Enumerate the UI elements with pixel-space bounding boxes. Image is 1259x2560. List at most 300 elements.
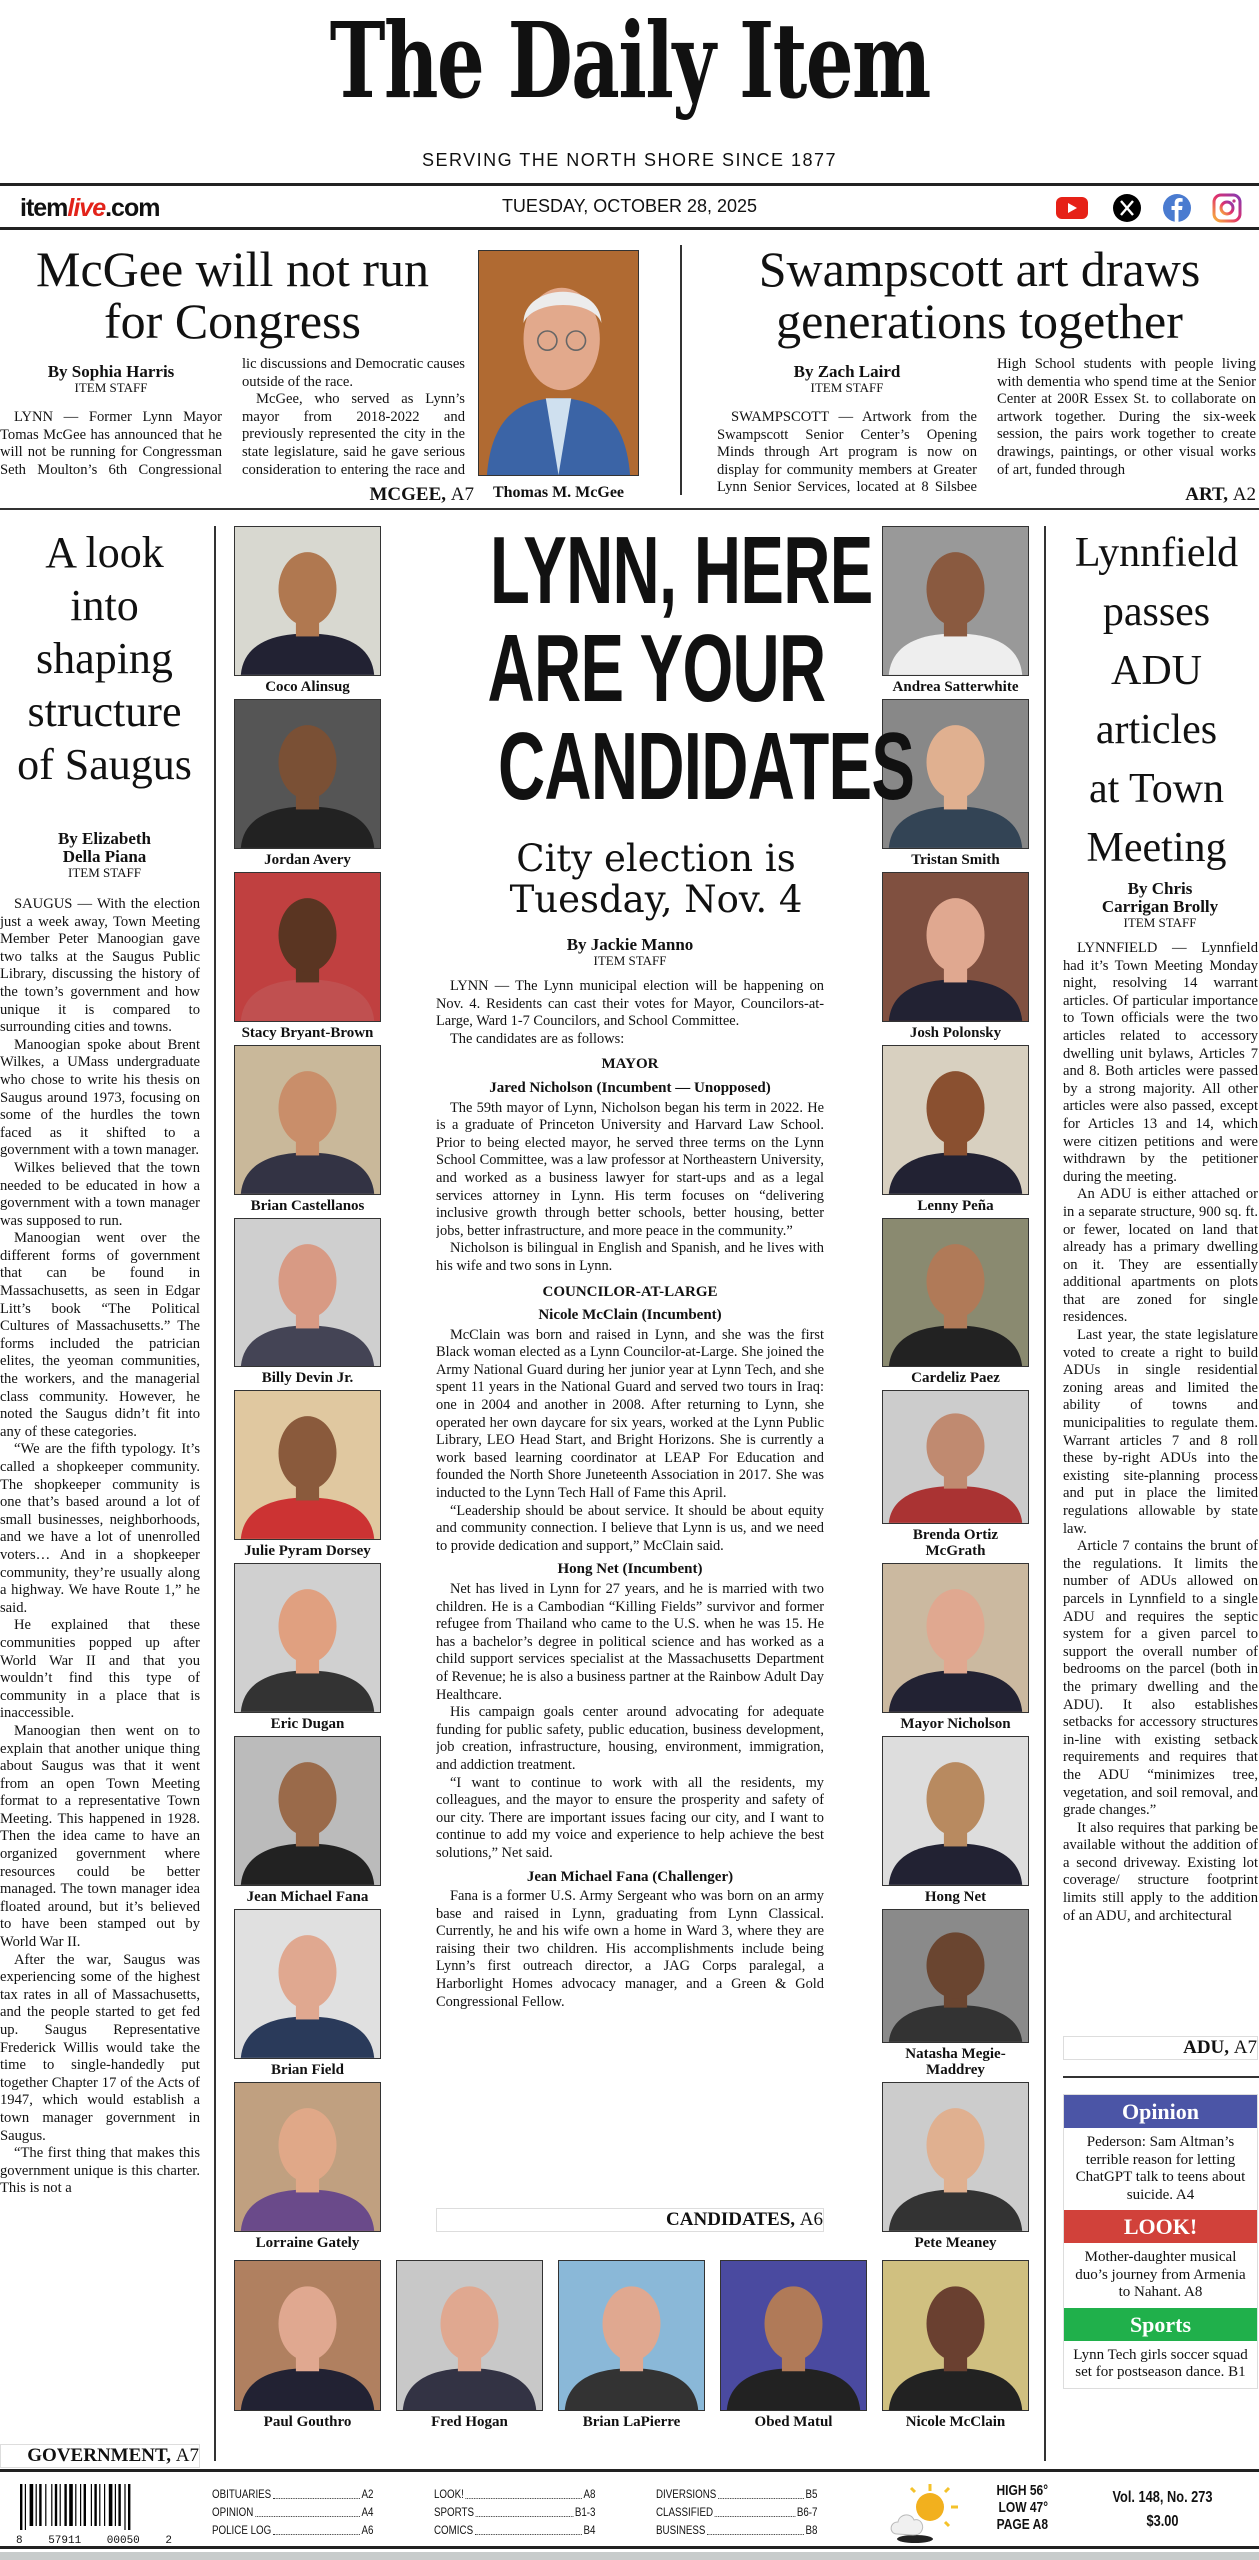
candidate-photos-left: [234, 526, 381, 2251]
byline-staff: ITEM STAFF: [1123, 915, 1197, 930]
swampscott-byline: [717, 363, 977, 395]
portrait-image: [397, 2261, 542, 2410]
index-entry[interactable]: [434, 2486, 596, 2504]
candidate-photo-block[interactable]: [234, 1218, 381, 1387]
tagline: SERVING THE NORTH SHORE SINCE 1877: [421, 150, 838, 170]
candidate-photo: [882, 1909, 1029, 2043]
portrait-image: [235, 527, 380, 675]
paragraph: His campaign goals center around advocating for adequate funding for public safety, public education, business development, job creation, infrastructure, housing, environment, immigration, and addiction treatment.: [436, 1704, 824, 1773]
promo-header-sports[interactable]: Sports: [1064, 2308, 1257, 2341]
portrait-image: [883, 1046, 1028, 1194]
candidate-photo: [234, 1909, 381, 2059]
column-divider: [1044, 526, 1046, 2461]
nav-bar: [0, 183, 1259, 230]
candidate-name: Paul Gouthro: [263, 2414, 352, 2430]
barcode-bar: [51, 2484, 52, 2526]
candidate-photo: [234, 526, 381, 676]
barcode-bar: [39, 2484, 41, 2526]
jump-word: GOVERNMENT,: [27, 2445, 172, 2466]
candidate-photo-block[interactable]: [234, 1563, 381, 1732]
barcode-bar: [60, 2484, 61, 2526]
index-entry[interactable]: [656, 2486, 818, 2504]
swampscott-jump-link[interactable]: [997, 484, 1256, 506]
candidate-photo-block[interactable]: [882, 1909, 1029, 2078]
index-entry[interactable]: [212, 2504, 374, 2522]
candidate-name: Obed Matul: [754, 2414, 833, 2430]
paragraph: The 59th mayor of Lynn, Nicholson began his term in 2022. He is a graduate of Princeton University and Harvard Law School. Prior to being elected mayor, he served three terms on the Lynn School Committee, was a law professor at Northeastern University, and worked as a business lawyer for start-ups and as a legal services attorney in Lynn. His term focuses on “delivering inclusive growth through better schools, better housing, better jobs, better infrastructure, and more peace in the community.”: [436, 1099, 824, 1239]
candidate-name: Jordan Avery: [264, 851, 351, 868]
index-leader: [476, 2504, 573, 2517]
volume-number: Vol. 148, No. 273: [1112, 2489, 1213, 2506]
lynnfield-byline: [1061, 880, 1259, 930]
candidate-photo: [558, 2260, 705, 2411]
headline-line: structure: [27, 687, 182, 736]
mcgee-photo-caption: Thomas M. McGee: [492, 484, 625, 501]
headline-line: Meeting: [1086, 825, 1227, 871]
paragraph: SAUGUS — With the election just a week away, Town Meeting Member Peter Manoogian gave two talks at the Saugus Public Library, discussing the history of the town’s government and how unique it is compared to surrounding cities and towns.: [0, 896, 200, 1036]
lynnfield-text: [1063, 940, 1258, 2030]
barcode-bar: [20, 2484, 22, 2530]
candidate-name: Hong Net: [924, 1889, 987, 1906]
paragraph: McClain was born and raised in Lynn, and she was the first Black woman elected as a Lynn Councilor-at-Large. She joined the Army National Guard during her junior year at Lynn Tech, and she spent 11 years in the National Guard and served two tours in Iraq: one in 2004 and another in 2008. After returning to Lynn, she operated her own daycare for six years, worked at the Lynn Public Library, LEO Head Start, and Bright Horizons. She is currently a work based learning coordinator at LEAP For Education and founded the North Shore Juneteenth Association in 2017. She was inducted to the Lynn Tech Hall of Fame this April.: [436, 1326, 824, 1502]
weather-low: LOW 47°: [998, 2499, 1048, 2516]
headline-line: [400, 517, 912, 624]
index-section: DIVERSIONS: [656, 2489, 717, 2501]
candidate-photo-block[interactable]: [882, 872, 1029, 1041]
index-leader: [718, 2486, 804, 2499]
barcode-bar: [45, 2484, 46, 2526]
barcode-bar: [94, 2484, 96, 2526]
candidate-photo: [234, 1563, 381, 1713]
paragraph: SWAMPSCOTT — Artwork from the Swampscott Senior Center’s Opening Minds through Art program is now on display for community members at Greater Lynn Senior Services, located at 8 Silsbee: [717, 409, 977, 496]
candidate-name: Pete Meaney: [914, 2234, 997, 2251]
barcode-bar: [30, 2484, 34, 2526]
headline-line: ADU: [1111, 648, 1202, 694]
jump-page: A7: [175, 2445, 199, 2466]
promo-header-opinion[interactable]: Opinion: [1064, 2095, 1257, 2128]
candidate-photo-block[interactable]: [882, 1563, 1029, 1732]
mcgee-jump-link[interactable]: [242, 484, 474, 506]
index-section: POLICE LOG: [212, 2525, 272, 2537]
byline-author: By Jackie Manno: [566, 935, 694, 954]
candidate-photo: [234, 2260, 381, 2411]
paragraph: An ADU is either attached or in a separate structure, 900 sq. ft. or fewer, located on land that already has a primary dwelling on it. They are essentially additional apartments on plots that are zoned for single residences.: [1063, 1186, 1258, 1326]
portrait-image: [235, 1391, 380, 1539]
index-section: CLASSIFIED: [656, 2507, 714, 2519]
paragraph: “The first thing that makes this government unique is this charter. This is not a: [0, 2145, 200, 2197]
headline-line: [400, 713, 915, 820]
barcode-bar: [104, 2484, 105, 2526]
jump-word: CANDIDATES,: [666, 2209, 796, 2230]
instagram-icon[interactable]: [1212, 193, 1242, 223]
newspaper-title: The Daily Item: [329, 0, 930, 122]
candidate-heading: Jared Nicholson (Incumbent — Unopposed): [489, 1079, 771, 1096]
portrait-image: [235, 1737, 380, 1885]
candidate-photo-block[interactable]: [234, 526, 381, 695]
portrait-image: [883, 1737, 1028, 1885]
portrait-image: [883, 1564, 1028, 1712]
index-page: B1-3: [574, 2507, 596, 2519]
candidate-photo: [234, 1736, 381, 1886]
paragraph: It also requires that parking be available without the addition of a second driveway. Existing lot coverage/ structure footprint limits still apply to the addition of an ADU, and architectural: [1063, 1819, 1258, 1924]
barcode-bar: [99, 2484, 100, 2526]
candidate-photo: [882, 1045, 1029, 1195]
youtube-icon[interactable]: [1055, 193, 1089, 223]
index-entry[interactable]: [212, 2522, 374, 2540]
index-section: OBITUARIES: [212, 2489, 272, 2501]
facebook-icon[interactable]: [1162, 193, 1192, 223]
barcode-digit: 57911: [48, 2535, 82, 2547]
portrait-image: [235, 1046, 380, 1194]
headline-line: shaping: [36, 634, 173, 683]
index-leader: [466, 2486, 582, 2499]
jump-page: A7: [1233, 2037, 1257, 2058]
paragraph: Article 7 contains the brunt of the regulations. It limits the number of ADUs allowed on parcels in Lynnfield to a single ADU and requires the septic system for a given parcel to support the overall number of bedrooms on the parcel (both in the primary dwelling and the ADU). It also establishes setbacks for accessory structures in-line with existing setback requirements and requires that the ADU “minimizes tree, vegetation, and soil removal, and grade changes.”: [1063, 1538, 1258, 1819]
section-divider: [1063, 2076, 1259, 2078]
promo-boxes: [1063, 2094, 1258, 2389]
jump-word: ADU,: [1183, 2037, 1230, 2058]
candidates-jump-link[interactable]: [436, 2208, 824, 2232]
byline-staff: ITEM STAFF: [593, 953, 667, 968]
partly-sunny-icon: [885, 2482, 960, 2544]
paragraph: Last year, the state legislature voted to create a right to build ADUs in single residential zoning areas and limited the ability of towns and municipalities to regulate them. Warrant articles 7 and 8 roll these by-right ADUs into the existing site-planning process and put in place the limited regulations allowable by state law.: [1063, 1327, 1258, 1537]
index-entry[interactable]: [656, 2522, 818, 2540]
paragraph: The candidates are as follows:: [450, 1030, 625, 1047]
barcode-bar: [84, 2484, 86, 2526]
byline-author: By Elizabeth: [57, 829, 152, 848]
byline-staff: ITEM STAFF: [74, 380, 148, 395]
headline-line-text: CANDIDATES: [497, 713, 915, 820]
candidate-name: Mayor Nicholson: [900, 1716, 1011, 1733]
barcode-bar: [55, 2484, 57, 2526]
headline-line: of Saugus: [17, 740, 192, 789]
jump-page: A6: [799, 2209, 823, 2230]
logo-text-live: live: [67, 194, 106, 222]
candidate-photo-block[interactable]: [234, 699, 381, 868]
candidate-photo-block[interactable]: [882, 1045, 1029, 1214]
candidate-name: Andrea Satterwhite: [892, 678, 1019, 695]
candidate-photo: [234, 699, 381, 849]
subhead-line: City election is: [516, 837, 796, 880]
candidate-photo-block[interactable]: [720, 2260, 867, 2430]
portrait-image: [235, 700, 380, 848]
candidate-photo-block[interactable]: [234, 1390, 381, 1559]
jump-word: MCGEE,: [369, 484, 447, 505]
barcode-bars: [14, 2482, 174, 2530]
saugus-byline: [0, 830, 209, 880]
candidate-photo-block[interactable]: [882, 2082, 1029, 2251]
barcode-digit: 00050: [106, 2535, 140, 2547]
barcode-bar: [109, 2484, 113, 2526]
candidate-photo: [882, 2082, 1029, 2232]
headline-line: articles: [1095, 707, 1218, 753]
jump-page: A2: [1232, 484, 1256, 505]
candidate-photo-block[interactable]: [882, 1390, 1029, 1559]
logo-text: item: [20, 194, 68, 222]
candidate-photo-block[interactable]: [882, 2260, 1029, 2430]
paragraph: Wilkes believed that the town needed to be educated in how a government with a town manager was supposed to run.: [0, 1159, 200, 1229]
index-entry[interactable]: [434, 2504, 596, 2522]
barcode-bar: [25, 2484, 26, 2530]
footer-index-bar: [0, 2469, 1259, 2549]
byline-staff: ITEM STAFF: [68, 865, 141, 880]
price: $3.00: [1146, 2513, 1179, 2530]
candidate-photo: [396, 2260, 543, 2411]
paragraph: Nicholson is bilingual in English and Spanish, and he lives with his wife and two sons in Lynn.: [436, 1240, 824, 1274]
subhead-line: Tuesday, Nov. 4: [509, 878, 803, 921]
mcgee-photo: [478, 250, 639, 476]
candidate-photo: [882, 1218, 1029, 1368]
section-divider: [0, 508, 1259, 510]
byline-author: By Zach Laird: [793, 362, 901, 381]
mcgee-text-col2: [242, 356, 465, 481]
byline-staff: ITEM STAFF: [810, 380, 884, 395]
index-entry[interactable]: [212, 2486, 374, 2504]
barcode-bar: [91, 2484, 92, 2526]
candidate-name: Lorraine Gately: [255, 2234, 360, 2251]
candidate-name: Fred Hogan: [431, 2414, 508, 2430]
index-column: [434, 2486, 596, 2540]
mcgee-byline: [0, 363, 222, 395]
index-page: A8: [583, 2489, 596, 2501]
index-column: [212, 2486, 374, 2540]
masthead: [0, 0, 1259, 130]
index-leader: [475, 2522, 582, 2535]
paragraph: lic discussions and Democratic causes outside of the race.: [242, 356, 465, 390]
candidate-photo: [234, 1045, 381, 1195]
byline-author: By Chris: [1127, 879, 1193, 898]
swampscott-text-col1: [717, 409, 977, 497]
candidate-photo: [234, 1218, 381, 1368]
weather-page[interactable]: PAGE A8: [996, 2516, 1048, 2533]
candidate-name: Julie Pyram Dorsey: [244, 1543, 371, 1560]
paragraph: “Leadership should be about service. It should be about equity and community connection. I believe that Lynn is us, and we need to provide dedication and support,” McClain said.: [436, 1502, 824, 1554]
candidates-text: [436, 978, 824, 2206]
headline-line: A look: [45, 528, 164, 577]
portrait-image: [235, 2261, 380, 2410]
candidate-heading: Hong Net (Incumbent): [557, 1561, 703, 1578]
candidate-photo: [882, 872, 1029, 1022]
index-page: B5: [805, 2489, 818, 2501]
byline-author: Carrigan Brolly: [1101, 897, 1219, 916]
candidate-name: Josh Polonsky: [909, 1024, 1002, 1041]
section-heading: COUNCILOR-AT-LARGE: [542, 1283, 718, 1300]
mcgee-text-col1: [0, 409, 222, 481]
candidate-name: Brian LaPierre: [582, 2414, 681, 2430]
index-page: A6: [361, 2525, 374, 2537]
paragraph: High School students with people living with dementia who spend time at the Senior Center at 200R Essex St. to collaborate on artwork together. During the six-week session, the pairs work together to create drawings, paintings, or other visual works of art, funded through: [997, 356, 1256, 478]
candidate-photo-block[interactable]: [234, 2082, 381, 2251]
candidate-photo-block[interactable]: [558, 2260, 705, 2430]
portrait-image: [721, 2261, 866, 2410]
index-section: BUSINESS: [656, 2525, 706, 2537]
portrait-image: [235, 2083, 380, 2231]
candidate-photo: [234, 2082, 381, 2232]
issue-info: [1105, 2486, 1221, 2534]
paragraph: LYNN — The Lynn municipal election will be happening on Nov. 4. Residents can cast their votes for Mayor, Councilors-at-Large, Ward 1-7 Councilors, and School Committee.: [436, 978, 824, 1030]
candidate-heading: Jean Michael Fana (Challenger): [526, 1868, 734, 1885]
index-leader: [255, 2504, 360, 2517]
paragraph: LYNNFIELD — Lynnfield had it’s Town Meeting Monday night, resolving 14 warrant articles. Of particular importance to Town officials were the two articles related to accessory dwelling unit bylaws, Articles 7 and 8. Both articles were passed by a strong majority. All other articles were also passed, except for Articles 13 and 14, which were citizen petitions and were withdrawn by the petitioner during the meeting.: [1063, 940, 1258, 1185]
paragraph: Manoogian spoke about Brent Wilkes, a UMass undergraduate who chose to write his thesis on Saugus around 1973, focusing on some of the hurdles the town faced as it shifted to a government with a town manager.: [0, 1036, 200, 1159]
index-entry[interactable]: [656, 2504, 818, 2522]
weather-high: HIGH 56°: [996, 2482, 1048, 2499]
barcode-bar: [64, 2484, 66, 2526]
saugus-headline[interactable]: [0, 526, 209, 791]
headline-line: passes: [1102, 589, 1211, 635]
index-page: B6-7: [796, 2507, 818, 2519]
index-page: B8: [805, 2525, 818, 2537]
promo-text[interactable]: Pederson: Sam Altman’s terrible reason for letting ChatGPT talk to teens about suicide. A4: [1075, 2134, 1246, 2203]
portrait-image: [883, 1910, 1028, 2042]
headline-line: Lynnfield: [1074, 530, 1239, 576]
barcode-bar: [128, 2484, 130, 2530]
paragraph: Net has lived in Lynn for 27 years, and he is married with two children. He is a Cambodian “Killing Fields” survivor and former refugee from Thailand who came to the U.S. when he was 15. He has a bachelor’s degree in political science and has worked as a child support services specialist at the Massachusetts Department of Revenue; he is also a business partner at the Rainbow Adult Day Healthcare.: [436, 1581, 824, 1703]
paragraph: Manoogian went over the different forms of government that can be found in Massachusetts, as seen in Edgar Litt’s book “The Political Cultures of Massachusetts.” The forms included the patrician elites, the yeoman communities, the workers, and the managerial class community. However, he noted the Saugus didn’t fit into any of these categories.: [0, 1230, 200, 1440]
candidate-name: Cardeliz Paez: [911, 1370, 1000, 1387]
index-section: SPORTS: [434, 2507, 475, 2519]
barcode-bar: [80, 2484, 81, 2526]
barcode: [14, 2482, 174, 2547]
candidate-name: Stacy Bryant-Brown: [241, 1024, 374, 1041]
candidate-photos-bottom: [234, 2260, 1029, 2430]
index-page: A2: [361, 2489, 374, 2501]
candidate-heading: Nicole McClain (Incumbent): [538, 1307, 722, 1324]
paragraph: “We are the fifth typology. It’s called a shopkeeper community. The shopkeeper community is one that’s based around a lot of small businesses, neighborhoods, and we have a lot of unenrolled voters… And in a shopkeeper community, they’re usually along a highway. We have Route 1,” he said.: [0, 1441, 200, 1616]
portrait-image: [235, 1564, 380, 1712]
candidate-name: Lenny Peña: [917, 1197, 994, 1214]
paragraph: He explained that these communities popped up after World War II and that you wouldn’t find this type of community in a place that is inaccessible.: [0, 1617, 200, 1722]
lynnfield-headline[interactable]: [1054, 524, 1259, 878]
barcode-digit: 8: [16, 2535, 23, 2547]
candidate-photo-block[interactable]: [234, 1045, 381, 1214]
index-entry[interactable]: [434, 2522, 596, 2540]
candidate-name: Jean Michael Fana: [246, 1889, 369, 1906]
portrait-image: [883, 1391, 1028, 1523]
paragraph: Manoogian then went on to explain that another unique thing about Saugus was that it went from an open Town Meeting format to a representative Town Meeting. This happened in 1928. Then the idea came to have an organized government where resources could be better managed. The town manager idea floated around, but it’s believed to have been stamped out by World War II.: [0, 1722, 200, 1951]
candidate-name: Coco Alinsug: [265, 678, 350, 695]
logo-text-domain: .com: [105, 194, 160, 222]
index-page: B4: [583, 2525, 596, 2537]
candidate-name: Tristan Smith: [911, 851, 1000, 868]
candidate-name: Brenda Ortiz McGrath: [912, 1527, 999, 1560]
barcode-bar: [69, 2484, 73, 2526]
promo-header-look[interactable]: LOOK!: [1064, 2210, 1257, 2243]
candidate-photo: [882, 1390, 1029, 1524]
candidate-name: Nicole McClain: [905, 2414, 1006, 2430]
headline-line: into: [70, 581, 139, 630]
barcode-digit: 2: [165, 2535, 172, 2547]
candidate-photo-block[interactable]: [396, 2260, 543, 2430]
index-leader: [273, 2522, 360, 2535]
index-section: COMICS: [434, 2525, 474, 2537]
candidate-name: Brian Castellanos: [250, 1197, 365, 1214]
candidate-photo-block[interactable]: [234, 1736, 381, 1905]
candidate-photo: [882, 1736, 1029, 1886]
candidates-subhead: [420, 838, 892, 920]
index-leader: [707, 2522, 804, 2535]
barcode-bar: [118, 2484, 120, 2526]
portrait-image: [883, 2083, 1028, 2231]
column-divider: [214, 526, 216, 2461]
promo-text[interactable]: Mother-daughter musical duo’s journey from Armenia to Nahant. A8: [1075, 2249, 1246, 2300]
index-column: [656, 2486, 818, 2540]
swampscott-text-col2: [997, 356, 1256, 480]
barcode-bar: [75, 2484, 76, 2526]
weather-forecast: [978, 2482, 1048, 2533]
candidate-photo-block[interactable]: [234, 1909, 381, 2078]
mcgee-headline[interactable]: McGee will not run for Congress: [36, 241, 429, 349]
swampscott-headline[interactable]: Swampscott art draws generations together: [758, 241, 1201, 349]
portrait-image: [883, 1219, 1028, 1367]
candidate-name: Natasha Megie-Maddrey: [905, 2046, 1006, 2079]
portrait-image: [235, 1219, 380, 1367]
saugus-text: [0, 896, 200, 2426]
promo-text[interactable]: Lynn Tech girls soccer squad set for postseason dance. B1: [1073, 2346, 1248, 2380]
index-section: OPINION: [212, 2507, 254, 2519]
x-icon[interactable]: [1112, 193, 1142, 223]
index-leader: [273, 2486, 360, 2499]
candidate-photo: [234, 872, 381, 1022]
paragraph: McGee, who served as Lynn’s mayor from 2018-2022 and previously represented the city in the state legislature, said he gave serious consideration to entering the race and: [242, 391, 465, 478]
saugus-jump-link[interactable]: [0, 2444, 200, 2468]
index-leader: [715, 2504, 795, 2517]
paragraph: LYNN — Former Lynn Mayor Tomas McGee has announced that he will not be running for Congressman Seth Moulton’s 6th Congressional: [0, 409, 222, 478]
lynnfield-jump-link[interactable]: [1063, 2036, 1258, 2060]
portrait-image: [883, 2261, 1028, 2410]
paragraph: Fana is a former U.S. Army Sergeant who was born on an army base and raised in Lynn, graduating from Lynn Classical. Currently, he and his wife own a home in Ward 3, where they are raising their two children. His accomplishments include being Lynn’s first outreach director, a JAG Corps paralegal, a Harborlight Homes advocacy manager, and a Green & Gold Congressional Fellow.: [436, 1888, 824, 2010]
candidate-name: Billy Devin Jr.: [261, 1370, 354, 1387]
barcode-bar: [124, 2484, 125, 2530]
candidates-byline: [436, 936, 824, 968]
index-page: A4: [361, 2507, 374, 2519]
portrait-image: [883, 873, 1028, 1021]
candidate-photo-block[interactable]: [234, 872, 381, 1041]
jump-page: A7: [450, 484, 474, 505]
candidate-name: Brian Field: [271, 2062, 344, 2079]
column-divider: [680, 245, 682, 495]
paragraph: After the war, Saugus was experiencing some of the highest tax rates in all of Massachusetts, and the people started to get fed up. Saugus Representative Frederick Willis would take the time to single-handedly put together Chapter 17 of the Acts of 1947, which would establish a town manager government in Saugus.: [0, 1951, 200, 2144]
section-heading: MAYOR: [601, 1056, 659, 1073]
barcode-bar: [36, 2484, 37, 2526]
candidate-photo: [882, 1563, 1029, 1713]
byline-author: Della Piana: [62, 847, 147, 866]
portrait-image: [235, 873, 380, 1021]
index-section: LOOK!: [434, 2489, 464, 2501]
headline-line-text: ARE YOUR: [487, 615, 825, 722]
issue-date: TUESDAY, OCTOBER 28, 2025: [501, 196, 758, 216]
byline-author: By Sophia Harris: [47, 362, 175, 381]
candidate-photo: [882, 2260, 1029, 2411]
portrait-image: [235, 1910, 380, 2058]
barcode-bar: [115, 2484, 116, 2526]
headline-line-text: LYNN, HERE: [490, 517, 873, 624]
jump-word: ART,: [1185, 484, 1229, 505]
bottom-strip: [0, 2552, 1259, 2560]
candidates-headline[interactable]: [400, 517, 915, 820]
candidate-photo-block[interactable]: [882, 1218, 1029, 1387]
paragraph: “I want to continue to work with all the residents, my colleagues, and the mayor to ensure the prosperity and safety of our city. There are important issues facing our city, and I want to continue to add my voice and experience to help achieve the best solutions,” Net said.: [436, 1774, 824, 1861]
headline-line: at Town: [1088, 766, 1225, 812]
candidate-photo-block[interactable]: [234, 2260, 381, 2430]
portrait-image: [559, 2261, 704, 2410]
section-index: [212, 2486, 852, 2540]
candidate-photo: [234, 1390, 381, 1540]
candidate-photo: [720, 2260, 867, 2411]
candidate-photo-block[interactable]: [882, 1736, 1029, 1905]
candidate-name: Eric Dugan: [270, 1716, 345, 1733]
headline-line: [400, 615, 912, 722]
